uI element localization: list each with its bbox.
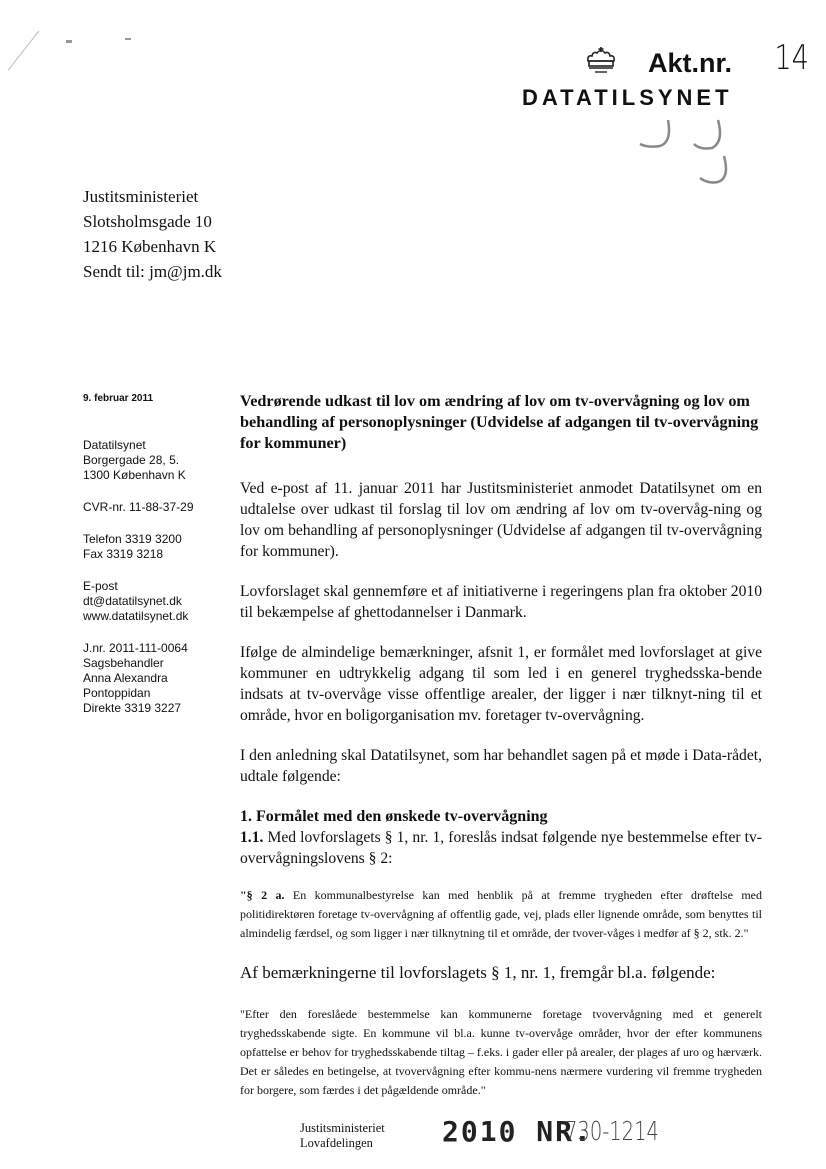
sidebar-line: Pontoppidan xyxy=(83,686,151,700)
crown-icon xyxy=(583,47,619,77)
subsection-text: Med lovforslagets § 1, nr. 1, foreslås indsat følgende nye bestemmelse efter tv-overvågningslovens § 2: xyxy=(240,829,762,867)
sidebar-line: Datatilsynet xyxy=(83,438,146,452)
akt-nr-handwritten: 14 xyxy=(774,38,809,78)
quote-prefix: "§ 2 a. xyxy=(240,888,285,902)
journal-stamp: 2010 NR. xyxy=(442,1115,593,1148)
recipient-line: 1216 København K xyxy=(83,237,217,256)
sidebar-line: www.datatilsynet.dk xyxy=(83,609,189,623)
letter-date: 9. februar 2011 xyxy=(83,393,154,404)
sidebar-line: Telefon 3319 3200 xyxy=(83,532,182,546)
handwritten-checkmarks xyxy=(620,112,750,192)
phone-info xyxy=(83,532,233,562)
paragraph: Af bemærkningerne til lovforslagets § 1, nr. 1, fremgår bl.a. følgende: xyxy=(240,963,716,982)
sidebar-line: Direkte 3319 3227 xyxy=(83,701,182,715)
sidebar-line: E-post xyxy=(83,579,118,593)
paragraph: I den anledning skal Datatilsynet, som har behandlet sagen på et møde i Data-rådet, udtale følgende: xyxy=(240,747,762,785)
sidebar-line: Sagsbehandler xyxy=(83,656,164,670)
sidebar-line: 1300 København K xyxy=(83,468,186,482)
paragraph: Lovforslaget skal gennemføre et af initiativerne i regeringens plan fra oktober 2010 til bekæmpelse af ghettodannelser i Danmark. xyxy=(240,583,762,621)
footer-line: Lovafdelingen xyxy=(300,1136,373,1150)
sender-sidebar xyxy=(83,391,233,733)
cvr-number xyxy=(83,500,233,515)
paragraph: Ifølge de almindelige bemærkninger, afsnit 1, er formålet med lovforslaget at give kommuner en udtrykkelig adgang til som led i en generel tryghedsska-bende indsats at tv-overvåge visse offentlige arealer, der ligger i nær tilknyt-ning til et område, hvor en boligorganisation mv. foretager tv-overvågning. xyxy=(240,644,762,724)
sidebar-line: dt@datatilsynet.dk xyxy=(83,594,182,608)
sidebar-line: Anna Alexandra xyxy=(83,671,168,685)
subsection-paragraph xyxy=(240,827,762,869)
scan-artifact xyxy=(66,40,72,43)
footer-department xyxy=(300,1121,385,1151)
akt-nr-label: Akt.nr. xyxy=(648,48,733,78)
sender-address xyxy=(83,438,233,483)
sidebar-line: J.nr. 2011-111-0064 xyxy=(83,641,188,655)
footer-line: Justitsministeriet xyxy=(300,1121,385,1135)
contact-info xyxy=(83,579,233,624)
journal-number-handwritten: 730-1214 xyxy=(565,1117,659,1147)
recipient-line: Slotsholmsgade 10 xyxy=(83,212,212,231)
scan-artifact xyxy=(8,31,40,71)
recipient-line: Justitsministeriet xyxy=(83,187,199,206)
sidebar-line: Fax 3319 3218 xyxy=(83,547,164,561)
quoted-provision xyxy=(240,886,762,943)
scan-artifact xyxy=(125,38,131,40)
quoted-remarks: "Efter den foreslåede bestemmelse kan kommunerne foretage tvovervågning med et generelt tryghedsskabende sigte. En kommune vil bl.a. kunne tv-overvåge områder, hvor der efter kommunens opfattelse er behov for tryghedsskabende tiltag – f.eks. i gader eller på arealer, der plages af uro og hærværk. Det er således en betingelse, at tvovervågning efter kommu-nens nærmere vurdering vil fremme trygheden for borgere, som færdes i det pågældende område." xyxy=(240,1007,762,1097)
section-heading: 1. Formålet med den ønskede tv-overvågning xyxy=(240,808,548,825)
sidebar-line: CVR-nr. 11-88-37-29 xyxy=(83,500,194,514)
sent-to-line: Sendt til: jm@jm.dk xyxy=(83,262,222,281)
datatilsynet-logo: DATATILSYNET xyxy=(522,85,733,110)
letter-subject: Vedrørende udkast til lov om ændring af lov om tv-overvågning og lov om behandling af personoplysninger (Udvidelse af adgangen til tv-overvågning for kommuner) xyxy=(240,392,759,452)
quote-text: En kommunalbestyrelse kan med henblik på at fremme trygheden efter drøftelse med politidirektøren foretage tv-overvågning af offentlig gade, vej, plads eller lignende område, som benyttes til almindelig færdsel, og som ligger i nær tilknytning til et område, der tvover-våges i medfør af § 2, stk. 2." xyxy=(240,888,762,940)
paragraph: Ved e-post af 11. januar 2011 har Justitsministeriet anmodet Datatilsynet om en udtalelse over udkast til forslag til lov om ændring af lov om tv-overvåg-ning og lov om behandling af personoplysninger (Udvidelse af adgangen til tv-overvågning for kommuner). xyxy=(240,480,762,560)
subsection-number: 1.1. xyxy=(240,829,264,846)
case-info xyxy=(83,641,233,716)
sidebar-line: Borgergade 28, 5. xyxy=(83,453,180,467)
letter-body xyxy=(240,391,762,1119)
recipient-address xyxy=(83,184,216,259)
